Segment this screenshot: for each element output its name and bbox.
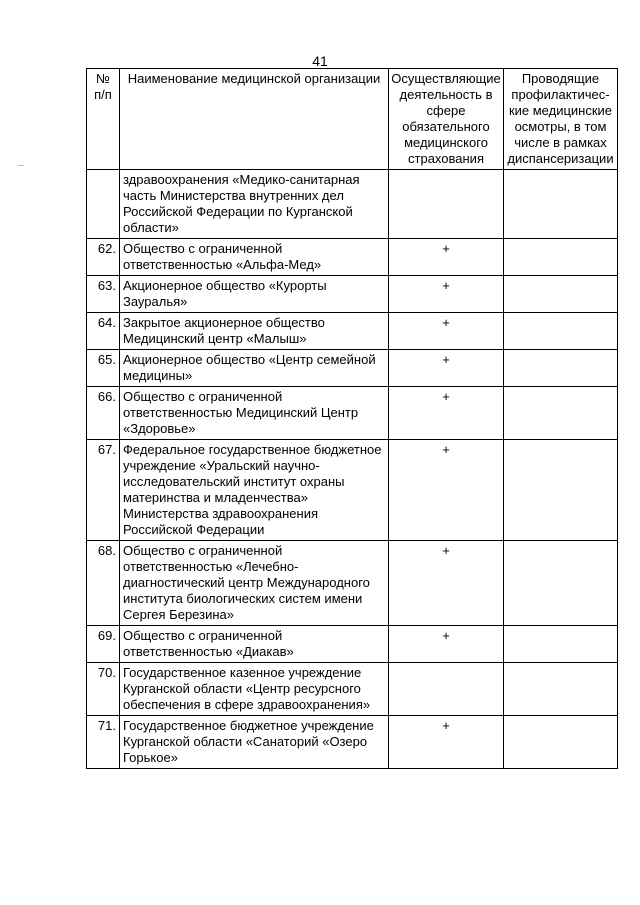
oms-mark-cell: + bbox=[389, 440, 504, 541]
oms-mark-cell: + bbox=[389, 350, 504, 387]
oms-mark-cell: + bbox=[389, 387, 504, 440]
table-row bbox=[87, 387, 618, 440]
table-row bbox=[87, 440, 618, 541]
row-number-cell: 69. bbox=[87, 626, 120, 663]
organization-name-cell: Общество с ограниченной ответственностью Медицинский Центр «Здоровье» bbox=[120, 387, 389, 440]
preventive-exam-mark-cell bbox=[504, 541, 618, 626]
header-preventive-exams: Проводящие профилактичес-кие медицинские осмотры, в том числе в рамках диспансеризации bbox=[504, 69, 618, 170]
table-row bbox=[87, 541, 618, 626]
row-number-cell: 62. bbox=[87, 239, 120, 276]
row-number-cell: 71. bbox=[87, 716, 120, 769]
organization-name-cell: Акционерное общество «Центр семейной медицины» bbox=[120, 350, 389, 387]
header-oms-activity: Осуществляющие деятельность в сфере обязательного медицинского страхования bbox=[389, 69, 504, 170]
oms-mark-cell bbox=[389, 663, 504, 716]
organization-name-cell: Государственное бюджетное учреждение Курганской области «Санаторий «Озеро Горькое» bbox=[120, 716, 389, 769]
organization-name-cell: Общество с ограниченной ответственностью «Альфа-Мед» bbox=[120, 239, 389, 276]
preventive-exam-mark-cell bbox=[504, 239, 618, 276]
preventive-exam-mark-cell bbox=[504, 716, 618, 769]
page-number: 41 bbox=[312, 53, 328, 69]
preventive-exam-mark-cell bbox=[504, 350, 618, 387]
table-row bbox=[87, 716, 618, 769]
oms-mark-cell: + bbox=[389, 716, 504, 769]
organization-name-cell: Общество с ограниченной ответственностью «Диакав» bbox=[120, 626, 389, 663]
oms-mark-cell bbox=[389, 170, 504, 239]
oms-mark-cell: + bbox=[389, 541, 504, 626]
scan-artifact-mark: -- bbox=[18, 160, 24, 170]
row-number-cell: 63. bbox=[87, 276, 120, 313]
organization-name-cell: Государственное казенное учреждение Курганской области «Центр ресурсного обеспечения в сфере здравоохранения» bbox=[120, 663, 389, 716]
preventive-exam-mark-cell bbox=[504, 440, 618, 541]
header-organization-name: Наименование медицинской организации bbox=[120, 69, 389, 170]
table-row bbox=[87, 313, 618, 350]
oms-mark-cell: + bbox=[389, 239, 504, 276]
table-row bbox=[87, 170, 618, 239]
header-number: № п/п bbox=[87, 69, 120, 170]
table-row bbox=[87, 350, 618, 387]
row-number-cell bbox=[87, 170, 120, 239]
organization-name-cell: здравоохранения «Медико-санитарная часть Министерства внутренних дел Российской Федерации по Курганской области» bbox=[120, 170, 389, 239]
organization-name-cell: Федеральное государственное бюджетное учреждение «Уральский научно-исследовательский институт охраны материнства и младенчества» Министерства здравоохранения Российской Федерации bbox=[120, 440, 389, 541]
preventive-exam-mark-cell bbox=[504, 170, 618, 239]
oms-mark-cell: + bbox=[389, 276, 504, 313]
table-row bbox=[87, 626, 618, 663]
oms-mark-cell: + bbox=[389, 626, 504, 663]
row-number-cell: 68. bbox=[87, 541, 120, 626]
organization-name-cell: Закрытое акционерное общество Медицинский центр «Малыш» bbox=[120, 313, 389, 350]
medical-organizations-table bbox=[86, 68, 618, 769]
row-number-cell: 64. bbox=[87, 313, 120, 350]
row-number-cell: 67. bbox=[87, 440, 120, 541]
table-row bbox=[87, 663, 618, 716]
preventive-exam-mark-cell bbox=[504, 663, 618, 716]
row-number-cell: 70. bbox=[87, 663, 120, 716]
table-header-row bbox=[87, 69, 618, 170]
row-number-cell: 65. bbox=[87, 350, 120, 387]
organization-name-cell: Акционерное общество «Курорты Зауралья» bbox=[120, 276, 389, 313]
preventive-exam-mark-cell bbox=[504, 626, 618, 663]
table-row bbox=[87, 239, 618, 276]
oms-mark-cell: + bbox=[389, 313, 504, 350]
preventive-exam-mark-cell bbox=[504, 387, 618, 440]
preventive-exam-mark-cell bbox=[504, 313, 618, 350]
row-number-cell: 66. bbox=[87, 387, 120, 440]
preventive-exam-mark-cell bbox=[504, 276, 618, 313]
table-row bbox=[87, 276, 618, 313]
organization-name-cell: Общество с ограниченной ответственностью «Лечебно-диагностический центр Международного института биологических систем имени Сергея Березина» bbox=[120, 541, 389, 626]
